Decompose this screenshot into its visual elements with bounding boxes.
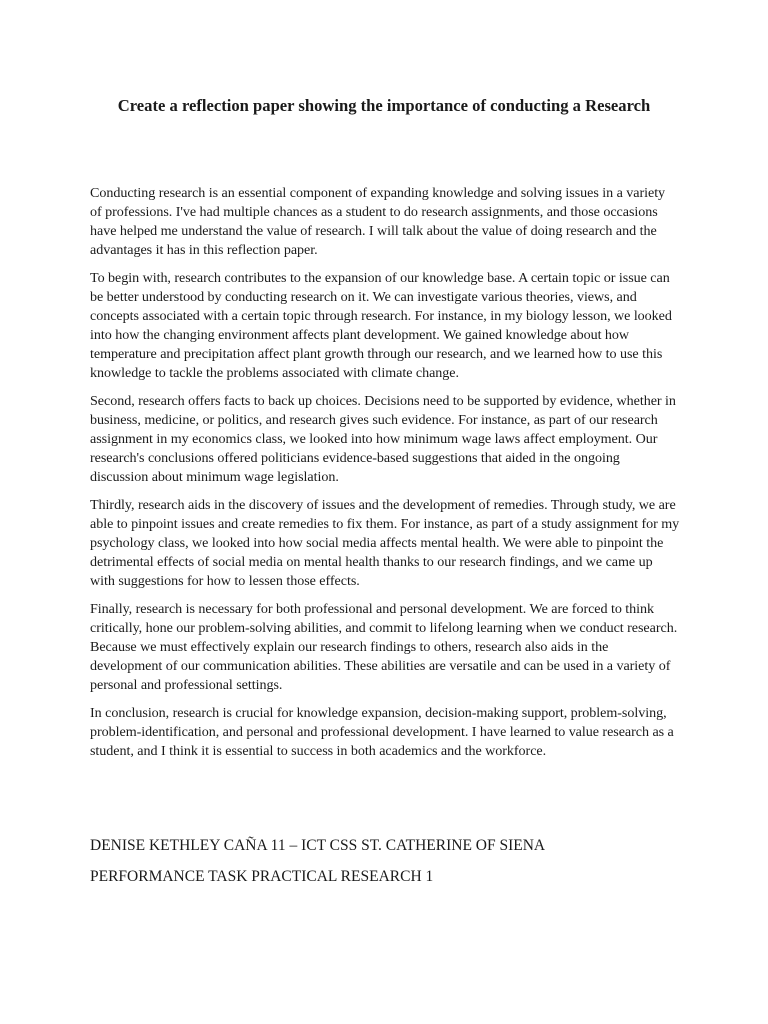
author-line: DENISE KETHLEY CAÑA 11 – ICT CSS ST. CATHERINE OF SIENA [90,837,546,854]
paragraph-development: Finally, research is necessary for both professional and personal development. We are forced to think critically, hone our problem-solving abilities, and commit to lifelong learning when we conduct research. Because we must effectively explain our research findings to others, research also aids in the development of our communication abilities. These abilities are versatile and can be used in a variety of personal and professional settings. [90,601,678,693]
paragraph-issues-and-remedies: Thirdly, research aids in the discovery of issues and the development of remedies. Through study, we are able to pinpoint issues and create remedies to fix them. For instance, as part of a study assignment for my psychology class, we looked into how social media affects mental health. We were able to pinpoint the detrimental effects of social media on mental health thanks to our research findings, and we came up with suggestions for how to lessen those effects. [90,497,680,589]
document-title: Create a reflection paper showing the importance of conducting a Research [117,96,651,115]
paragraph-knowledge-base: To begin with, research contributes to the expansion of our knowledge base. A certain topic or issue can be better understood by conducting research on it. We can investigate various theories, views, and concepts associated with a certain topic through research. For instance, in my biology lesson, we looked into how the changing environment affects plant development. We gained knowledge about how temperature and precipitation affect plant growth through our research, and we learned how to use this knowledge to tackle the problems associated with climate change. [90,270,672,381]
document-body [90,184,680,770]
paragraph-introduction: Conducting research is an essential component of expanding knowledge and solving issues in a variety of professions. I've had multiple chances as a student to do research assignments, and those occasions have helped me understand the value of research. I will talk about the value of doing research and the advantages it has in this reflection paper. [90,185,666,258]
paragraph-facts-for-choices: Second, research offers facts to back up choices. Decisions need to be supported by evidence, whether in business, medicine, or politics, and research gives such evidence. For instance, as part of our research assignment in my economics class, we looked into how minimum wage laws affect employment. Our research's conclusions offered politicians evidence-based suggestions that aided in the ongoing discussion about minimum wage legislation. [90,393,676,485]
task-line: PERFORMANCE TASK PRACTICAL RESEARCH 1 [90,868,434,885]
paragraph-conclusion: In conclusion, research is crucial for knowledge expansion, decision-making support, problem-solving, problem-identification, and personal and professional development. I have learned to value research as a student, and I think it is essential to success in both academics and the workforce. [90,705,674,759]
